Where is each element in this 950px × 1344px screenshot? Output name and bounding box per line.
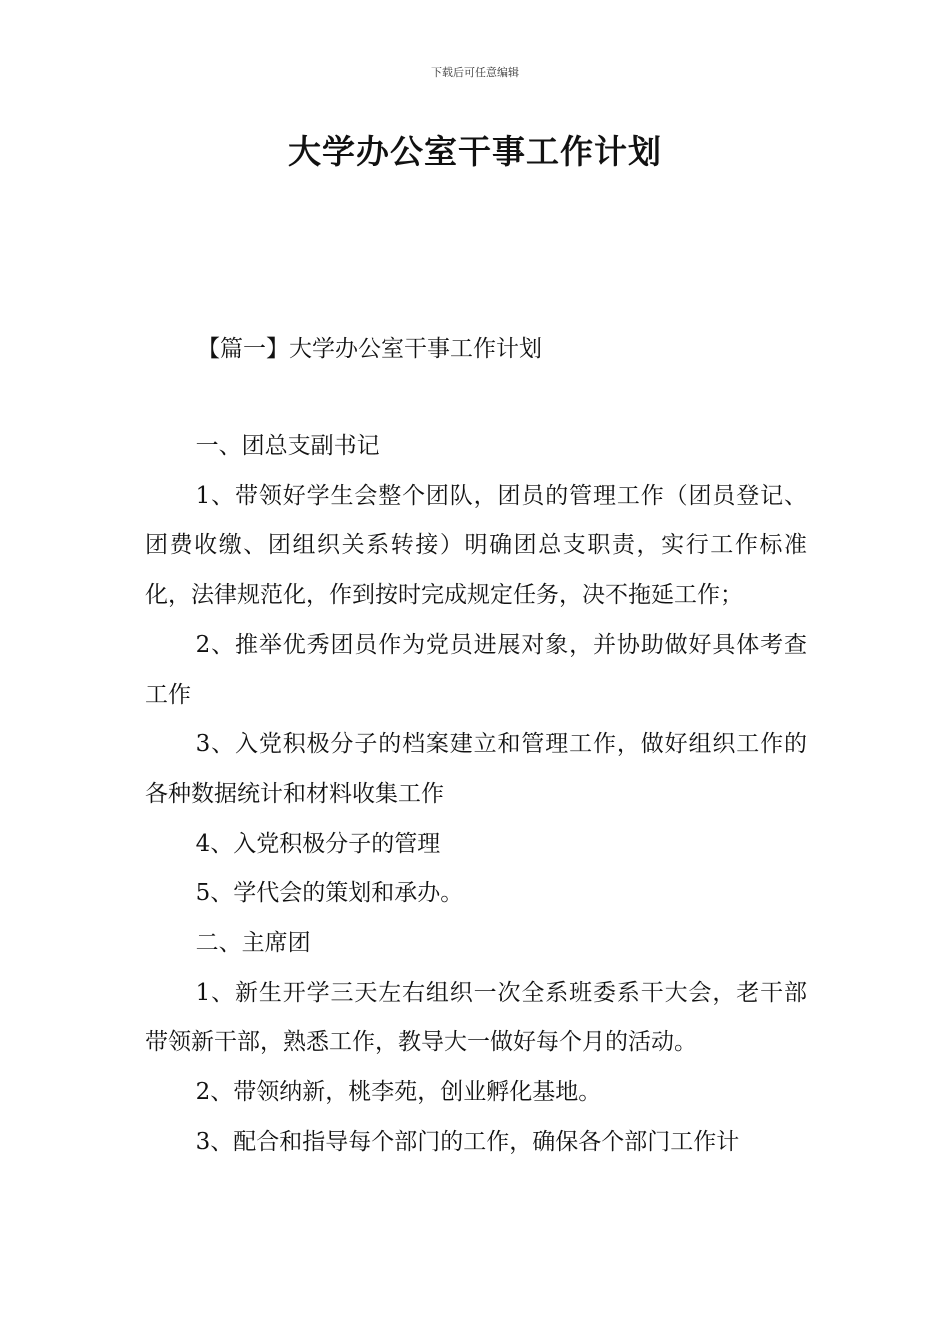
paragraph: 5、学代会的策划和承办。 [195,880,464,907]
paragraph: 1、带领好学生会整个团队，团员的管理工作（团员登记、团费收缴、团组织关系转接）明确团总支职责，实行工作标准化，法律规范化，作到按时完成规定任务，决不拖延工作； [145,482,807,609]
document-title: 大学办公室干事工作计划 [288,132,662,171]
body-text [145,422,807,1168]
paragraph: 2、推举优秀团员作为党员进展对象，并协助做好具体考查工作 [145,631,807,708]
paragraph-heading-1: 一、团总支副书记 [195,433,380,459]
paragraph: 3、入党积极分子的档案建立和管理工作，做好组织工作的各种数据统计和材料收集工作 [145,731,807,807]
header-note: 下载后可任意编辑 [431,66,519,79]
paragraph: 4、入党积极分子的管理 [195,830,441,857]
paragraph: 2、带领纳新，桃李苑，创业孵化基地。 [195,1079,602,1106]
paragraph: 1、新生开学三天左右组织一次全系班委系干大会，老干部带领新干部，熟悉工作，教导大一做好每个月的活动。 [145,979,807,1056]
paragraph: 3、配合和指导每个部门的工作，确保各个部门工作计 [195,1128,740,1155]
paragraph-heading-2: 二、主席团 [195,930,311,957]
section-heading: 【篇一】大学办公室干事工作计划 [197,336,542,362]
